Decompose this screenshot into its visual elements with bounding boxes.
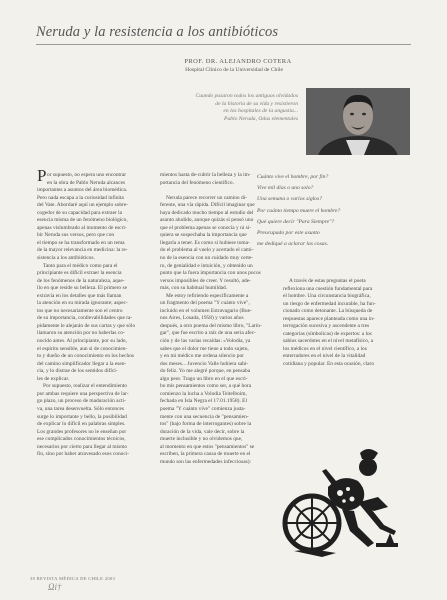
text-line: en la obra de Pablo Neruda alcances — [47, 179, 126, 186]
poem-line: Vive mil días o uno solo? — [257, 185, 314, 192]
text-line: cia, y lo distrae de los sentidos difíci- — [37, 368, 118, 375]
text-line: cionado como detonante. La búsqueda de — [283, 308, 373, 315]
text-line: dos meses... Juvencio Valle hubiera sabi- — [160, 360, 249, 367]
text-line: pidamente le alejarán de sus cartas y que sólo — [37, 322, 136, 329]
text-line: el tiempo se ha transformado en un tema — [37, 239, 125, 246]
poem-line: Preocupado por este asunto — [257, 230, 320, 237]
text-line: duración de la vida, vale decir, sobre la — [160, 428, 245, 435]
text-line: versos imposibles de creer. Y resultó, ade- — [160, 277, 251, 284]
text-line: va, una tarea desenvuelta. Sólo entonces — [37, 405, 124, 412]
text-line: apenas vislumbrado al momento de escri- — [37, 224, 127, 231]
article-author: PROF. DR. ALEJANDRO COTERA — [184, 58, 292, 65]
text-line: tos que no necesariamente son el centro — [37, 307, 123, 314]
papercut-illustration — [276, 447, 404, 562]
poem-line: Qué quiere decir "Para Siempre"? — [257, 218, 335, 225]
text-line: mundo son las enfermedades infecciosas): — [160, 458, 252, 465]
text-line: comienzo la lucha a Volodia Teitelboim, — [160, 390, 247, 397]
text-line: Me estoy refiriendo específicamente a — [166, 292, 249, 299]
text-line: al momento en que estos "pensamientos" se — [160, 443, 255, 450]
article-title: Neruda y la resistencia a los antibióticos — [36, 24, 279, 40]
text-line: el espíritu sensible, aun si de conocimien- — [37, 345, 128, 352]
text-line: reflexiona una cuestión fundamental para — [283, 285, 373, 292]
text-line: que el problema apenas se conocía y ni si- — [160, 224, 252, 231]
text-line: poema "Y cuánto vive" comienza justa- — [160, 405, 246, 412]
text-line: del camino simplificador llegar a la esen- — [37, 360, 127, 367]
text-line: principiante es difícil extraer la esencia — [37, 270, 122, 277]
text-line: les de explicar. — [37, 375, 70, 382]
epigraph — [148, 93, 298, 123]
text-line: tos" (bajo forma de interrogantes) sobre la — [160, 421, 252, 428]
text-line: A través de estas preguntas el poeta — [289, 278, 366, 284]
text-line: do el problema al vuelo y acertado el cami- — [160, 247, 254, 254]
text-line: llo en que reside su belleza. El primero se — [37, 285, 127, 292]
text-line: enterradores en el nivel de la vitalidad — [283, 353, 366, 360]
text-line: do feliz. Yo me alegré porque, en pensaba — [160, 368, 251, 375]
text-line: sistencia a los antibióticos. — [37, 255, 95, 262]
text-line: llegaría a tener. Es como si hubiese toma- — [160, 239, 250, 246]
text-line: fin, sino por haber atravesado esos conoci- — [37, 451, 130, 458]
poem-excerpt — [257, 172, 412, 250]
text-line: or supuesto, no espera uno encontrar — [47, 172, 127, 178]
text-line: ese complicados conocimientos técnicos, — [37, 436, 126, 443]
text-line: el hombre. Una circunstancia biográfica, — [283, 293, 371, 300]
text-line: después, a otro poema del mismo libro, "Larin- — [160, 322, 262, 329]
text-line: necesarios por cierto para llegar al mismo — [37, 443, 128, 450]
poem-line: Por cuánto tiempo muere el hombre? — [257, 207, 341, 214]
text-line: asunto aludido, aunque quizás sí pensó uno — [160, 217, 254, 224]
signature-mark: Ωi† — [48, 582, 62, 592]
epigraph-line: Cuando pasaron todos los antiguos olvidados — [195, 93, 298, 99]
page-footer: 30 REVISTA MÉDICA DE CHILE 2003 — [30, 576, 116, 581]
poem-line: Cuánto vive el hombre, por fin? — [257, 174, 329, 180]
text-line: cotidiana y popular. En esta ocasión, claro — [283, 361, 375, 368]
text-line: un fragmento del poema "Y cuánto vive", — [160, 300, 250, 307]
text-line: de su importancia, conllevabilidades que ra- — [37, 315, 133, 322]
text-line: nos Aires, Losada, 1958) y varios años — [160, 315, 244, 322]
text-line: go plazo, un proceso de maduración acti- — [37, 398, 126, 405]
text-line: punto que la fuera importancia con unos pocos — [160, 270, 261, 277]
text-line: más, con su habitual humildad. — [160, 285, 228, 292]
text-line: cogedor de su capacidad para extraer la — [37, 209, 123, 216]
text-line: ro, de genialidad e intuición, y obtenido un — [160, 262, 253, 269]
text-line: haya dedicado mucho tiempo al estudio del — [160, 209, 254, 216]
text-line: terrogación sucesiva y ascendente a tres — [283, 323, 370, 330]
text-line: categorías (símbolicas) de expertos: a los — [283, 330, 372, 337]
text-line: algo peor. Trago un libro en el que escri- — [160, 375, 248, 382]
article-column-3 — [283, 278, 415, 369]
text-line: ción y de las varias recaídas: «Volodia, ya — [160, 338, 251, 345]
text-line: sabios sacerdotes en el nivel metafísico, a — [283, 338, 373, 345]
text-line: ferente, una vía rápida. Difícil imaginar que — [160, 202, 255, 209]
text-line: bir Neruda sus versos, pero que con — [37, 232, 115, 239]
text-line: de explicar lo difícil en palabras simples. — [37, 421, 126, 428]
text-line: muerte inclusiblе y no olvidemos que, — [160, 436, 243, 443]
text-line: quiera se sospechaba la importancia que — [160, 232, 247, 239]
text-line: extravía en los detalles que más llaman — [37, 292, 122, 299]
text-line: escriben, la primera causa de muerte en el — [160, 451, 251, 458]
text-line: surge lo importante y bello, la posibilidad — [37, 413, 127, 420]
epigraph-line: en los hospitales de la angustia... — [223, 108, 298, 115]
text-line: Los grandes profesores no le enseñan por — [37, 428, 127, 435]
text-line: mente con una secuencia de "pensamien- — [160, 413, 249, 420]
text-line: fechada en Isla Negra el 17.01.1958). El — [160, 398, 247, 405]
epigraph-line: de la historia de su vida y resistieron — [215, 100, 298, 107]
author-photo — [306, 88, 410, 155]
epigraph-line: Pablo Neruda, Odas elementales — [224, 115, 298, 122]
text-line: la atención en su mirada ignorante; aspec- — [37, 300, 128, 307]
text-line: incluido en el volumen Estravagario (Bue- — [160, 307, 252, 314]
text-line: Tanto para el médico como para el — [43, 262, 118, 269]
text-line: bo mis pensamientos como ser, a qué hora — [160, 383, 252, 390]
poem-line: Una semana o varios siglos? — [257, 196, 322, 203]
text-line: Neruda parece recorrer un camino di- — [166, 194, 247, 201]
text-line: Pero nada escapa a la curiosidad infinita — [37, 194, 124, 201]
text-line: no de la esencia con un cuidado muy certe- — [160, 255, 254, 262]
text-line: mientos hasta de-cubrir la belleza y la im- — [160, 172, 251, 178]
text-line: nocido antes. Al principiante, por su lado, — [37, 338, 127, 345]
text-line: gar", que fue escrito a raíz de una seria afec- — [160, 330, 256, 337]
poem-line: me dediqué a aclarar las cosas. — [257, 241, 329, 248]
text-line: portancia del fenómeno científico. — [160, 179, 234, 186]
text-line: un riesgo de enfermedad incurable, ha fun- — [283, 300, 376, 307]
text-line: to y dueño de un conocimiento en los hechos — [37, 353, 135, 360]
text-line: respuestas aparece planteada como una in- — [283, 315, 375, 322]
text-line: de la mayor relevancia en medicina: la re- — [37, 247, 128, 254]
title-divider — [36, 44, 411, 45]
text-line: los médicos en el nivel científico, a los — [283, 345, 367, 352]
text-line: esencia misma de un fenómeno biológico, — [37, 217, 128, 224]
text-line: importantes a asuntos del área biomédica. — [37, 187, 128, 194]
article-column-1 — [37, 172, 151, 459]
text-line: llamaron su atención por no haberlas co- — [37, 330, 125, 337]
text-line: de los fenómenos de la naturaleza, aque- — [37, 277, 125, 284]
text-line: por ambas requiere una perspectiva de lar- — [37, 390, 129, 397]
text-line: del Vate. Abordaré aquí un ejemplo sobre- — [37, 202, 129, 209]
drop-cap: P — [37, 166, 47, 185]
text-line: y en mi médico me ordena silencio por — [160, 353, 244, 360]
text-line: sabes que el dolor me tiene a todo sujeto, — [160, 345, 249, 352]
article-affiliation: Hospital Clínico de la Universidad de Chile — [185, 67, 283, 73]
text-line: Por supuesto, realizar el entendimiento — [43, 383, 127, 390]
